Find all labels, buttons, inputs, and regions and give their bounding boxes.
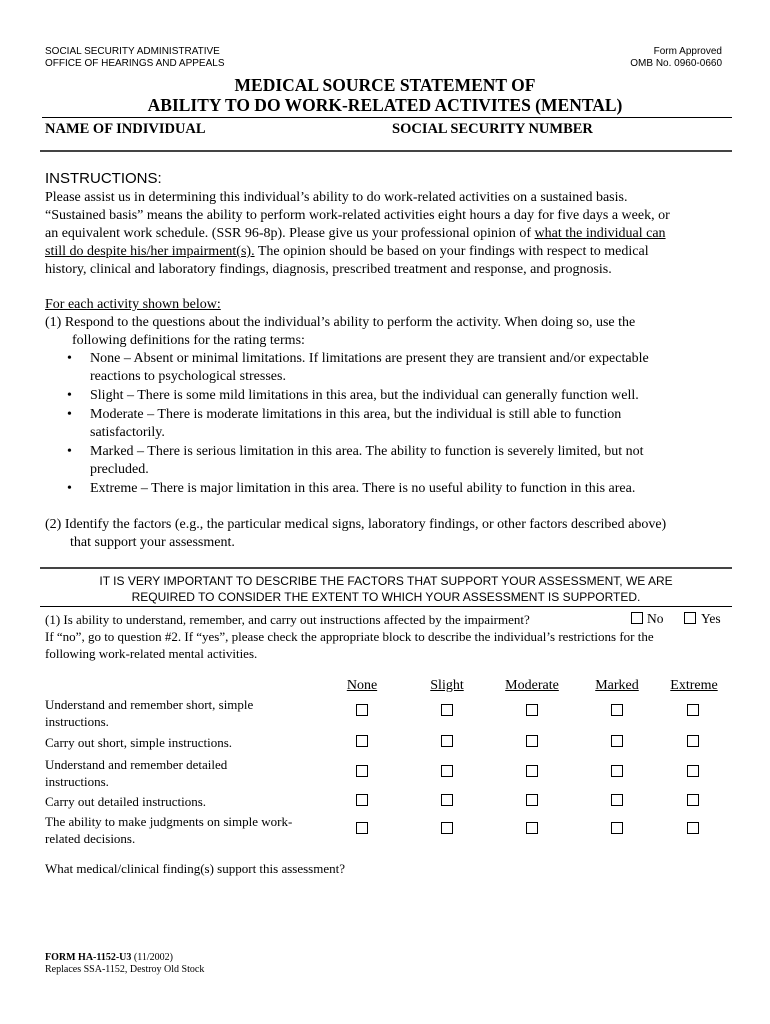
checkbox-understand-remember-detailed-moderate[interactable] (526, 765, 538, 777)
item-2 (45, 516, 745, 552)
bullet-line: satisfactorily. (90, 425, 165, 440)
checkbox-carry-out-short-slight[interactable] (441, 735, 453, 747)
no-label: No (647, 611, 664, 626)
agency-header (45, 46, 225, 70)
instructions-paragraph (45, 189, 735, 279)
bullet-line: Moderate – There is moderate limitations in this area, but the individual is still able to function (90, 407, 622, 422)
bullet-line: Slight – There is some mild limitations in this area, but the individual can generally function well. (90, 388, 639, 403)
checkbox-understand-remember-detailed-none[interactable] (356, 765, 368, 777)
followup-line-2: following work-related mental activities. (45, 646, 258, 661)
form-footer (45, 952, 204, 976)
notice-top-rule (40, 567, 732, 569)
notice-line-1: IT IS VERY IMPORTANT TO DESCRIBE THE FACTORS THAT SUPPORT YOUR ASSESSMENT, WE ARE (99, 574, 673, 588)
activity-line: Understand and remember short, simple (45, 697, 254, 712)
bullet-dot: • (67, 481, 72, 496)
checkbox-make-judgments-marked[interactable] (611, 822, 623, 834)
checkbox-carry-out-detailed-none[interactable] (356, 794, 368, 806)
question-1: (1) Is ability to understand, remember, and carry out instructions affected by the impairment? (45, 612, 530, 627)
activity-line: Carry out short, simple instructions. (45, 735, 233, 750)
bullet-line: Extreme – There is major limitation in this area. There is no useful ability to function in this area. (90, 481, 636, 496)
checkbox-make-judgments-extreme[interactable] (687, 822, 699, 834)
checkbox-understand-remember-short-moderate[interactable] (526, 704, 538, 716)
checkbox-understand-remember-short-marked[interactable] (611, 704, 623, 716)
checkbox-understand-remember-short-slight[interactable] (441, 704, 453, 716)
activity-row-2 (45, 734, 320, 751)
para-line-1: Please assist us in determining this individual’s ability to do work-related activities on a sustained basis. (45, 190, 628, 205)
checkbox-carry-out-short-none[interactable] (356, 735, 368, 747)
checkbox-understand-remember-detailed-marked[interactable] (611, 765, 623, 777)
notice-line-2: REQUIRED TO CONSIDER THE EXTENT TO WHICH YOUR ASSESSMENT IS SUPPORTED. (131, 590, 641, 604)
item-1-line-2: following definitions for the rating terms: (72, 333, 305, 348)
title-rule (42, 117, 732, 118)
no-checkbox[interactable] (631, 612, 643, 624)
bullet-dot: • (67, 407, 72, 422)
activity-line: instructions. (45, 714, 109, 729)
form-date: (11/2002) (131, 952, 173, 963)
para-line-4 (45, 243, 735, 261)
activity-row-3 (45, 756, 320, 790)
bullet-line: None – Absent or minimal limitations. If limitations are present they are transient and/or expectable (90, 351, 649, 366)
para-line-3 (45, 225, 735, 243)
rating-header-none: None (346, 678, 378, 693)
checkbox-understand-remember-short-extreme[interactable] (687, 704, 699, 716)
support-answer-area[interactable] (45, 880, 732, 940)
para-line-5: history, clinical and laboratory findings, diagnosis, prescribed treatment and response, and prognosis. (45, 262, 612, 277)
checkbox-carry-out-detailed-moderate[interactable] (526, 794, 538, 806)
bullet-line: Marked – There is serious limitation in this area. The ability to function is severely limited, but not (90, 444, 644, 459)
title-line-2: ABILITY TO DO WORK-RELATED ACTIVITES (MENTAL) (147, 95, 623, 115)
item-2-line-2: that support your assessment. (70, 535, 235, 550)
bullet-dot: • (67, 351, 72, 366)
activity-line: instructions. (45, 774, 109, 789)
checkbox-carry-out-detailed-extreme[interactable] (687, 794, 699, 806)
name-field-line[interactable] (40, 150, 732, 152)
checkbox-carry-out-detailed-slight[interactable] (441, 794, 453, 806)
omb-number: OMB No. 0960-0660 (630, 58, 722, 69)
followup-line-1: If “no”, go to question #2. If “yes”, please check the appropriate block to describe the individual’s restrictions for the (45, 629, 654, 644)
agency-line-2: OFFICE OF HEARINGS AND APPEALS (45, 58, 225, 69)
agency-line-1: SOCIAL SECURITY ADMINISTRATIVE (45, 46, 220, 57)
checkbox-carry-out-short-marked[interactable] (611, 735, 623, 747)
title-line-1: MEDICAL SOURCE STATEMENT OF (234, 75, 536, 95)
activity-row-5 (45, 813, 320, 847)
checkbox-make-judgments-none[interactable] (356, 822, 368, 834)
checkbox-make-judgments-moderate[interactable] (526, 822, 538, 834)
checkbox-understand-remember-detailed-slight[interactable] (441, 765, 453, 777)
ssn-label: SOCIAL SECURITY NUMBER (392, 121, 593, 137)
para-line-3-underlined: what the individual can (534, 226, 666, 241)
bullet-dot: • (67, 444, 72, 459)
form-id: FORM HA-1152-U3 (45, 952, 132, 963)
name-label: NAME OF INDIVIDUAL (45, 121, 206, 137)
form-id-line (45, 952, 204, 964)
para-line-3-text: an equivalent work schedule. (SSR 96-8p). Please give us your professional opinion of (45, 226, 535, 241)
para-line-2: “Sustained basis” means the ability to perform work-related activities eight hours a day for five days a week, or (45, 208, 670, 223)
omb-info (630, 46, 722, 70)
item-2-line-1: (2) Identify the factors (e.g., the particular medical signs, laboratory findings, or other factors described above) (45, 517, 667, 532)
bullet-line: precluded. (90, 462, 149, 477)
checkbox-carry-out-short-extreme[interactable] (687, 735, 699, 747)
rating-header-extreme: Extreme (670, 678, 718, 693)
rating-header-moderate: Moderate (505, 678, 559, 693)
bullet-dot: • (67, 388, 72, 403)
para-line-4-text: The opinion should be based on your findings with respect to medical (254, 244, 649, 259)
checkbox-understand-remember-detailed-extreme[interactable] (687, 765, 699, 777)
bullet-line: reactions to psychological stresses. (90, 369, 286, 384)
form-title (0, 75, 770, 115)
activity-row-1 (45, 696, 320, 730)
item-1-line-1: (1) Respond to the questions about the individual’s ability to perform the activity. When doing so, use the (45, 315, 636, 330)
rating-header-marked: Marked (595, 678, 639, 693)
checkbox-understand-remember-short-none[interactable] (356, 704, 368, 716)
activity-row-4 (45, 793, 320, 810)
notice (40, 573, 732, 605)
activity-line: Understand and remember detailed (45, 757, 228, 772)
support-question: What medical/clinical finding(s) support this assessment? (45, 861, 346, 876)
instructions-heading: INSTRUCTIONS: (45, 170, 162, 187)
replaces-note: Replaces SSA-1152, Destroy Old Stock (45, 964, 205, 975)
for-each-heading: For each activity shown below: (45, 297, 221, 312)
item-1 (45, 314, 735, 350)
activity-line: The ability to make judgments on simple work- (45, 814, 293, 829)
activity-line: related decisions. (45, 831, 136, 846)
checkbox-make-judgments-slight[interactable] (441, 822, 453, 834)
rating-header-slight: Slight (430, 678, 464, 693)
activity-line: Carry out detailed instructions. (45, 794, 207, 809)
yes-label: Yes (701, 611, 721, 626)
question-1-followup (45, 628, 745, 662)
checkbox-carry-out-short-moderate[interactable] (526, 735, 538, 747)
checkbox-carry-out-detailed-marked[interactable] (611, 794, 623, 806)
para-line-4-underlined: still do despite his/her impairment(s). (45, 244, 255, 259)
notice-bottom-rule (40, 606, 732, 607)
yes-checkbox[interactable] (684, 612, 696, 624)
form-approved: Form Approved (653, 46, 722, 57)
